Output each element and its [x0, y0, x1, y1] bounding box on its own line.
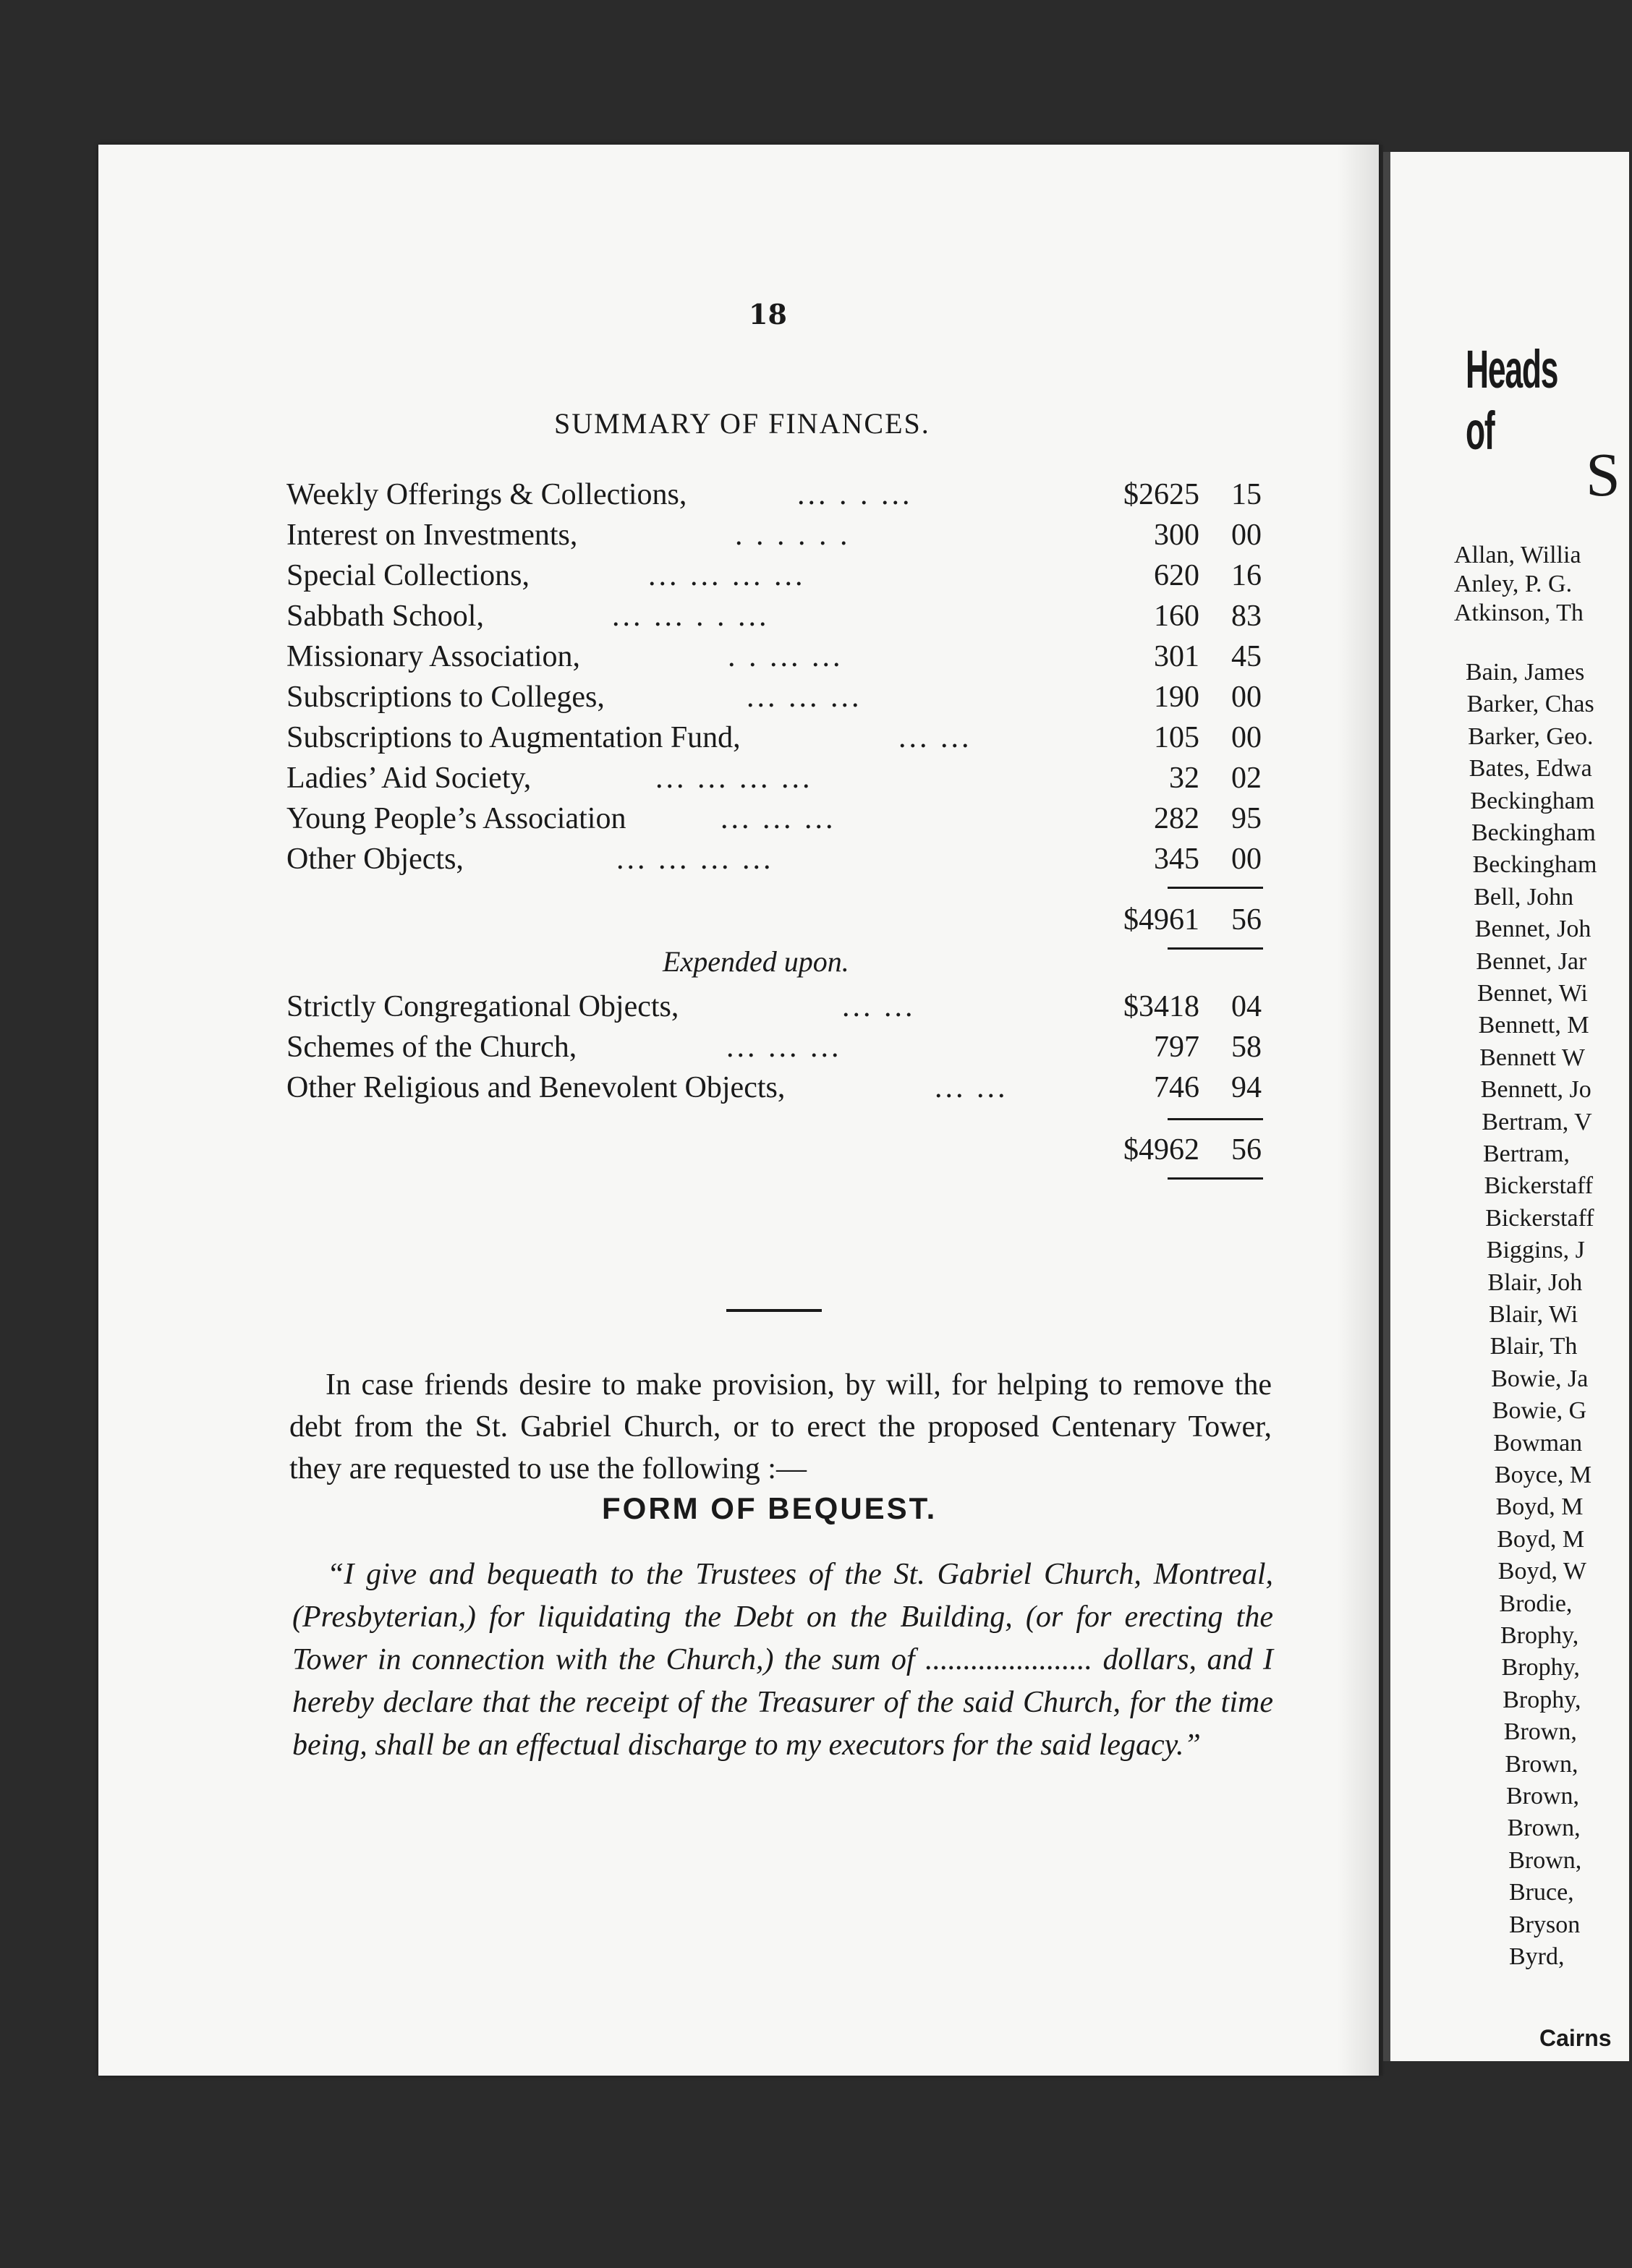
row-label: Young People’s Association [286, 802, 626, 835]
row-cents: 00 [1231, 721, 1262, 754]
section-divider [726, 1309, 822, 1312]
row-dollars: 620 [1154, 559, 1199, 592]
row-label: Weekly Offerings & Collections, [286, 478, 687, 511]
row-leader-dots: ... ... ... ... [616, 843, 774, 876]
names-group-a [1454, 541, 1620, 642]
row-dollars: 746 [1154, 1071, 1199, 1104]
row-leader-dots: ... ... ... ... [655, 762, 813, 795]
name-entry: Atkinson, Th [1454, 600, 1584, 626]
name-entry: Bain, James [1466, 659, 1585, 686]
name-entry: Bowie, Ja [1491, 1365, 1589, 1392]
row-cents: 15 [1231, 478, 1262, 511]
row-label: Missionary Association, [286, 640, 580, 673]
income-row [286, 636, 1278, 677]
bequest-text: “I give and bequeath to the Trustees of the St. Gabriel Church, Montreal, (Presbyterian,) for liquidating the Debt on the Building, (or for erecting the Tower in connection with the Church,) the sum of ...................... dollars, and I hereby declare that the receipt of the Treasurer of the said Church, for the time being, shall be an effectual discharge to my executors for the said legacy.” [292, 1558, 1273, 1762]
row-dollars: 105 [1154, 721, 1199, 754]
income-row [286, 758, 1278, 798]
row-cents: 00 [1231, 519, 1262, 552]
name-entry: Barker, Geo. [1468, 722, 1594, 750]
name-entry: Brown, [1503, 1718, 1577, 1746]
income-row [286, 798, 1278, 839]
page-number: 18 [749, 298, 787, 331]
name-entry: Brophy, [1503, 1686, 1581, 1713]
name-entry: Bertram, V [1482, 1108, 1592, 1135]
name-entry: Bickerstaff [1485, 1204, 1594, 1232]
income-row [286, 555, 1278, 596]
name-entry: Brophy, [1500, 1622, 1579, 1649]
row-cents: 95 [1231, 802, 1262, 835]
row-cents: 02 [1231, 762, 1262, 795]
row-leader-dots: ... ... [898, 721, 972, 754]
row-dollars: 32 [1169, 762, 1199, 795]
name-entry: Bennett, Jo [1480, 1076, 1591, 1104]
name-entry: Bickerstaff [1484, 1172, 1594, 1200]
right-page-heading: Heads of [1466, 339, 1558, 461]
name-entry: Brown, [1505, 1750, 1578, 1778]
name-entry: Brown, [1508, 1846, 1582, 1874]
name-entry: Bennet, Wi [1477, 980, 1588, 1007]
name-entry: Allan, Willia [1454, 542, 1581, 568]
row-dollars: 301 [1154, 640, 1199, 673]
name-entry: Boyd, W [1497, 1558, 1586, 1585]
row-dollars: $3418 [1123, 990, 1199, 1023]
row-cents: 83 [1231, 600, 1262, 633]
name-entry: Bell, John [1474, 883, 1574, 911]
expended-heading: Expended upon. [663, 945, 849, 978]
row-leader-dots: ... ... . . ... [612, 600, 770, 633]
name-entry: Bowie, G [1492, 1397, 1587, 1425]
row-dollars: $2625 [1123, 478, 1199, 511]
income-row [286, 474, 1278, 515]
row-label: Interest on Investments, [286, 519, 578, 552]
income-row [286, 839, 1278, 879]
name-entry: Boyd, M [1497, 1525, 1585, 1553]
income-total-row [286, 900, 1278, 940]
row-cents: 58 [1231, 1031, 1262, 1064]
name-entry: Bryson [1509, 1911, 1581, 1938]
name-entry: Beckingham [1470, 787, 1595, 814]
row-label: Sabbath School, [286, 600, 484, 633]
income-row [286, 717, 1278, 758]
total-rule [1168, 947, 1263, 950]
name-entry: Boyce, M [1495, 1462, 1592, 1488]
expense-total-row [286, 1130, 1278, 1170]
row-leader-dots: ... . . ... [797, 478, 913, 511]
summary-title: SUMMARY OF FINANCES. [554, 407, 930, 440]
row-dollars: 345 [1154, 843, 1199, 876]
provision-paragraph [289, 1364, 1272, 1490]
subtotal-rule [1168, 1118, 1263, 1120]
bequest-title: FORM OF BEQUEST. [602, 1491, 938, 1525]
name-entry: Byrd, [1509, 1943, 1565, 1970]
row-dollars: 190 [1154, 681, 1199, 714]
name-entry: Biggins, J [1486, 1237, 1585, 1264]
row-cents: 94 [1231, 1071, 1262, 1104]
name-entry: Blair, Joh [1487, 1269, 1583, 1296]
name-entry: Boyd, M [1495, 1493, 1584, 1521]
row-leader-dots: ... ... ... [726, 1031, 842, 1064]
row-label: Schemes of the Church, [286, 1031, 577, 1064]
name-entry: Brophy, [1501, 1654, 1580, 1681]
name-entry: Beckingham [1472, 851, 1597, 879]
income-row [286, 596, 1278, 636]
row-dollars: 300 [1154, 519, 1199, 552]
row-dollars: 797 [1154, 1031, 1199, 1064]
row-cents: 00 [1231, 681, 1262, 714]
name-entry: Bennet, Jar [1476, 947, 1587, 975]
name-entry: Bowman [1493, 1429, 1583, 1457]
name-entry: Brown, [1506, 1783, 1580, 1809]
row-label: Subscriptions to Augmentation Fund, [286, 721, 741, 754]
name-entry: Brodie, [1499, 1590, 1573, 1617]
row-leader-dots: ... ... [935, 1071, 1008, 1104]
right-page-section-letter: S [1586, 440, 1620, 509]
row-dollars: 160 [1154, 600, 1199, 633]
row-leader-dots: . . ... ... [728, 640, 843, 673]
name-entry: Barker, Chas [1466, 691, 1594, 718]
total-dollars: $4961 [1123, 903, 1199, 937]
name-entry: Bertram, [1483, 1141, 1570, 1167]
row-label: Subscriptions to Colleges, [286, 681, 605, 714]
row-leader-dots: ... ... ... ... [648, 559, 806, 592]
right-page-footer-name: Cairns [1539, 2025, 1612, 2051]
bequest-block [292, 1553, 1273, 1767]
spine-shadow [1337, 145, 1383, 2076]
total-cents: 56 [1231, 1133, 1262, 1167]
row-label: Ladies’ Aid Society, [286, 762, 532, 795]
row-leader-dots: . . . . . . [735, 519, 851, 552]
row-label: Other Religious and Benevolent Objects, [286, 1071, 786, 1104]
name-entry: Brown, [1507, 1815, 1581, 1842]
expense-row [286, 986, 1278, 1027]
row-cents: 04 [1231, 990, 1262, 1023]
name-entry: Bennett, M [1478, 1012, 1589, 1039]
row-label: Strictly Congregational Objects, [286, 990, 679, 1023]
row-cents: 00 [1231, 843, 1262, 876]
expense-row [286, 1027, 1278, 1067]
row-leader-dots: ... ... [842, 990, 916, 1023]
name-entry: Bruce, [1509, 1879, 1574, 1906]
name-entry: Blair, Th [1489, 1333, 1578, 1360]
name-entry: Bates, Edwa [1469, 755, 1592, 783]
total-dollars: $4962 [1123, 1133, 1199, 1167]
expense-row [286, 1067, 1278, 1108]
row-label: Special Collections, [286, 559, 530, 592]
row-cents: 16 [1231, 559, 1262, 592]
income-row [286, 677, 1278, 717]
name-entry: Anley, P. G. [1454, 571, 1573, 597]
row-label: Other Objects, [286, 843, 464, 876]
provision-text: In case friends desire to make provision, by will, for helping to remove the debt from the St. Gabriel Church, or to erect the proposed Centenary Tower, they are requested to use the following :— [289, 1368, 1272, 1485]
total-cents: 56 [1231, 903, 1262, 937]
income-row [286, 515, 1278, 555]
name-entry: Beckingham [1471, 819, 1596, 846]
name-entry: Blair, Wi [1489, 1301, 1578, 1328]
row-leader-dots: ... ... ... [747, 681, 862, 714]
row-cents: 45 [1231, 640, 1262, 673]
row-dollars: 282 [1154, 802, 1199, 835]
subtotal-rule [1168, 887, 1263, 889]
names-group-b [1466, 658, 1632, 2003]
name-entry: Bennet, Joh [1474, 916, 1591, 943]
row-leader-dots: ... ... ... [721, 802, 836, 835]
total-rule [1168, 1177, 1263, 1180]
name-entry: Bennett W [1479, 1044, 1585, 1071]
